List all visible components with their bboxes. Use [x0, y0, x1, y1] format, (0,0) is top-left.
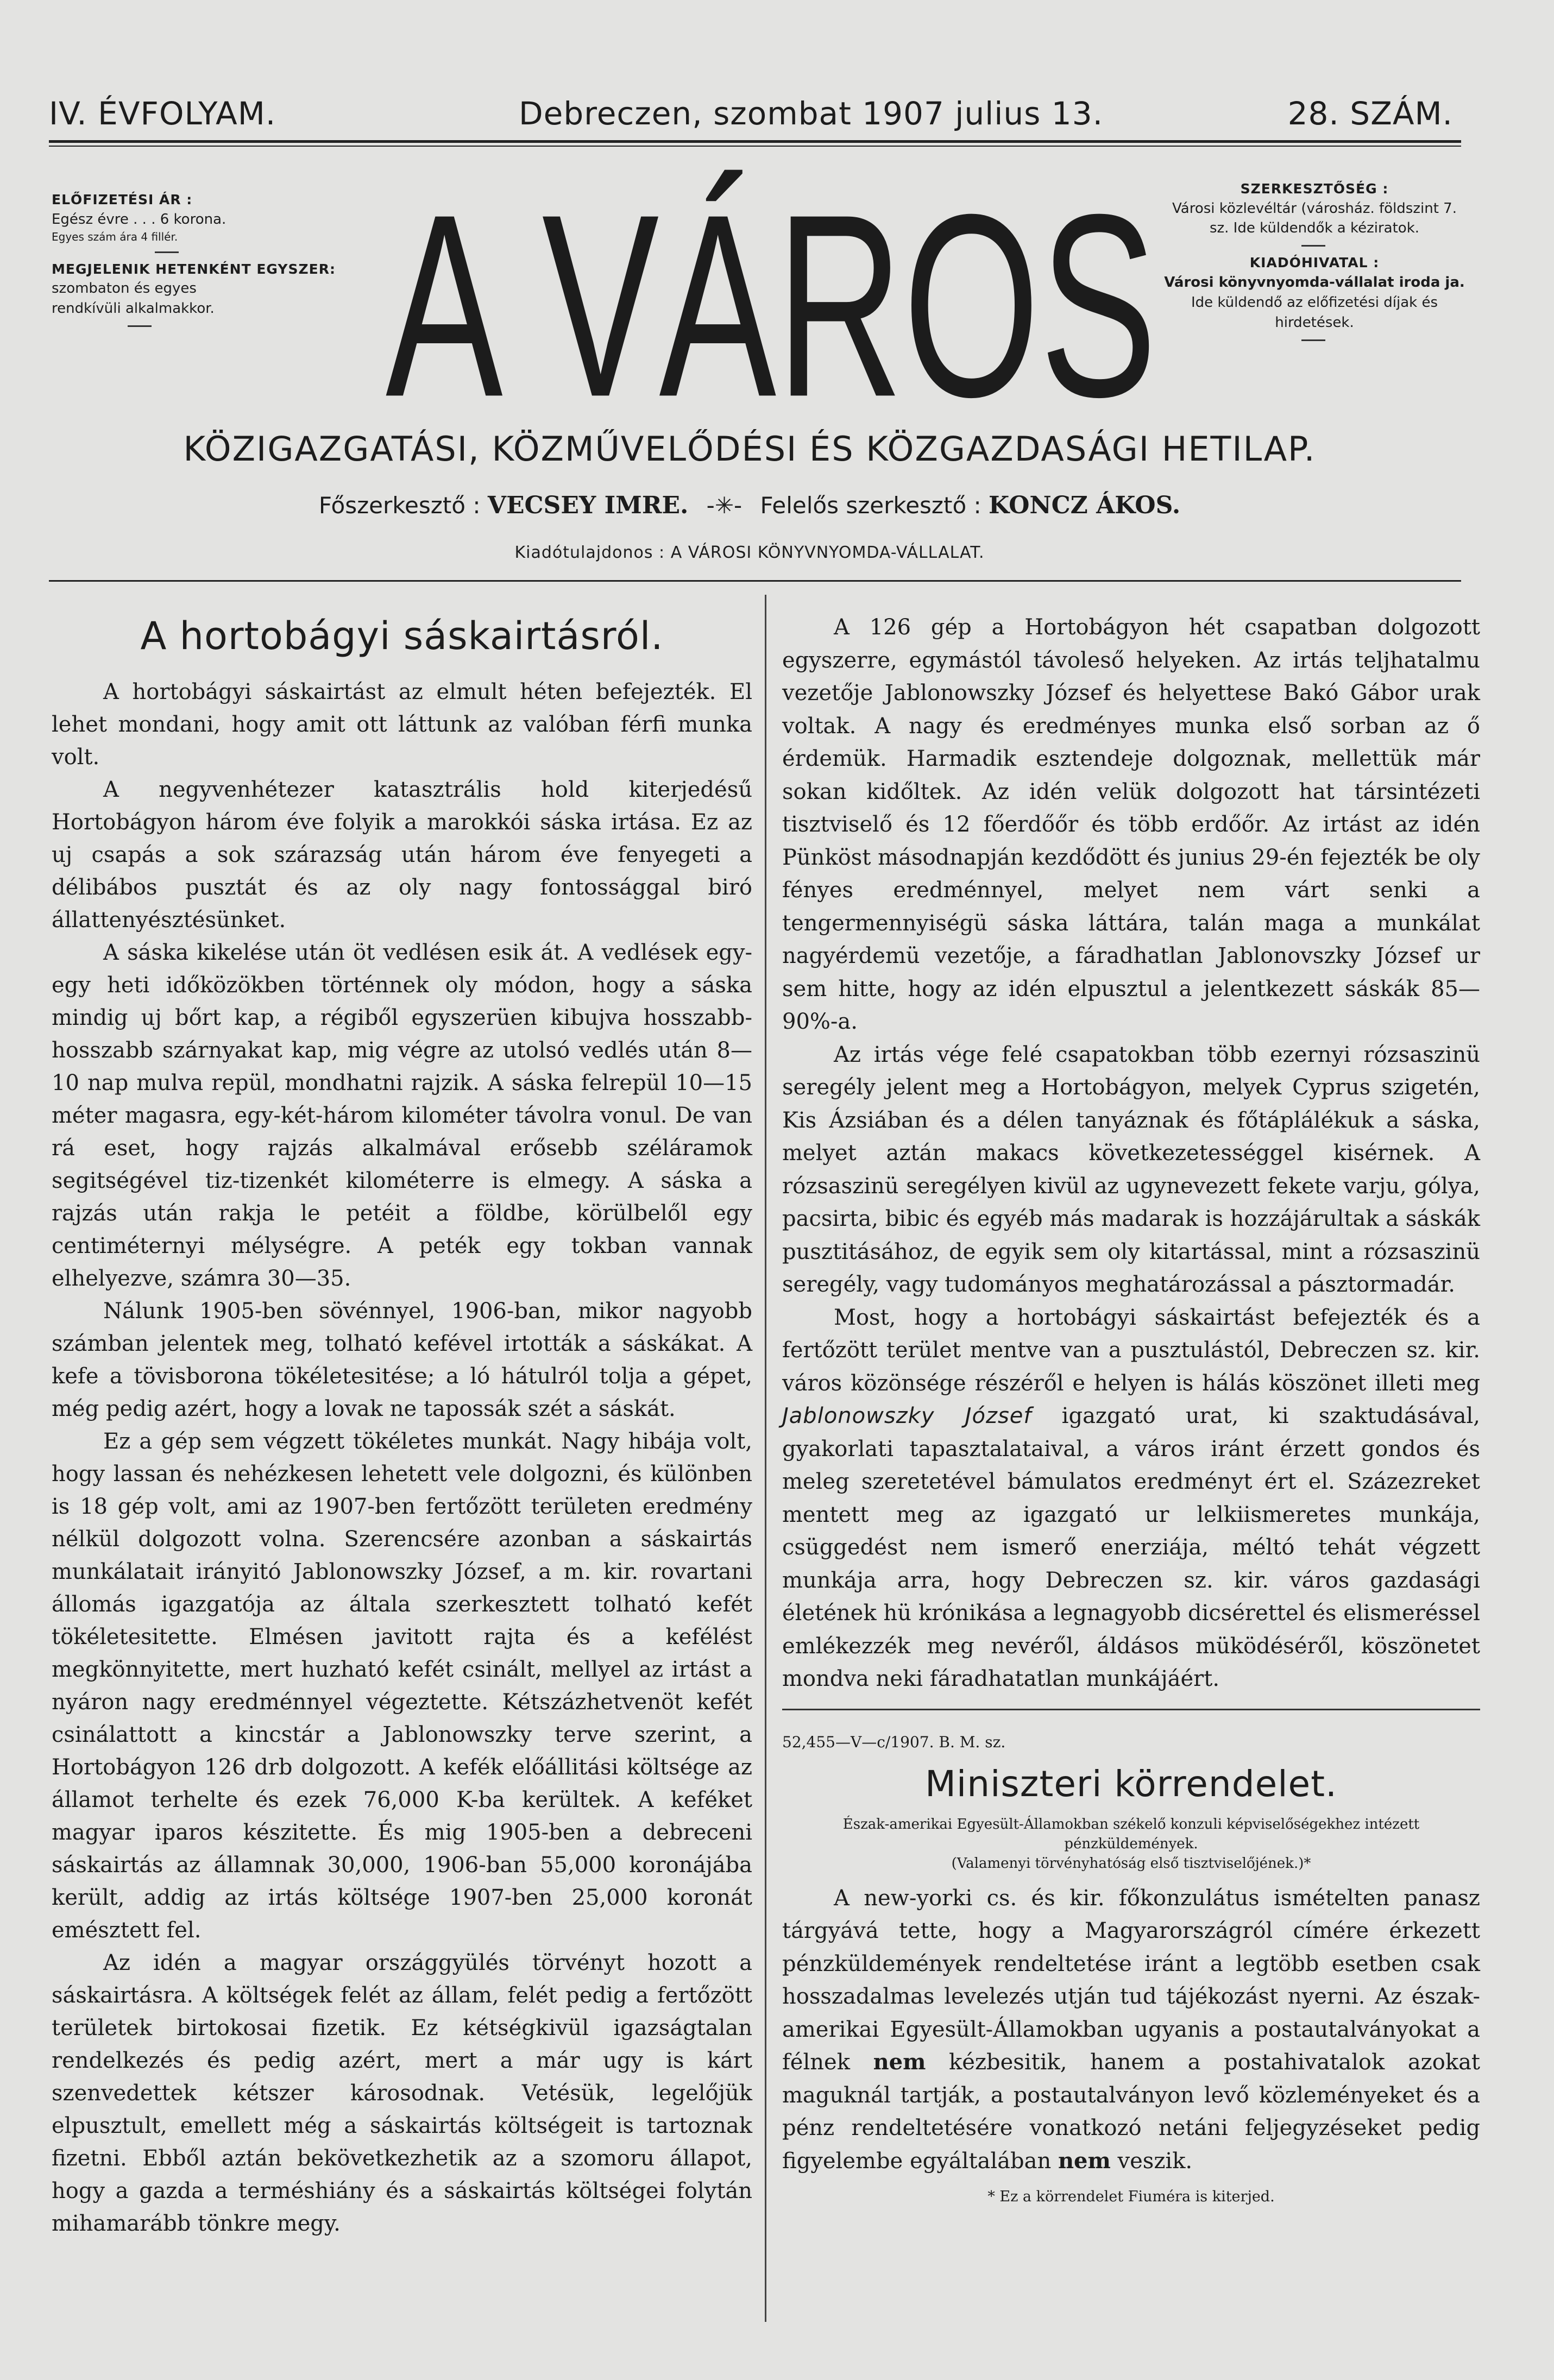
decree-addressee: (Valamenyi törvényhatóság első tisztviselőjének.)*: [951, 1855, 1311, 1872]
editorial-heading: SZERKESZTŐSÉG :: [1240, 181, 1389, 197]
subscription-year: Egész évre . . . 6 korona.: [52, 211, 227, 228]
masthead-rule: [49, 580, 1461, 582]
decree-paragraph: [782, 1882, 1480, 2178]
subscription-single: Egyes szám ára 4 fillér.: [52, 230, 178, 244]
subscription-info: [52, 190, 378, 333]
article-paragraph: Ez a gép sem végzett tökéletes munkát. Nagy hibája volt, hogy lassan és nehézkesen lehetett vele dolgozni, és különben is 18 gép volt, ami az 1907-ben fertőzött területen eredmény nélkül dolgozott volna. Szerencsére azonban a sáskairtás munkálatait irányitó Jablonowszky József, a m. kir. rovartani állomás igazgatója az általa szerkesztett tolható kefét tökéletesitette. Elmésen javitott rajta és a kefélést megkönnyitette, mert huzható kefét csinált, mellyel az irtást a nyáron nagy eredménnyel végeztette. Kétszázhetvenöt kefét csinálattott a kincstár a Jablonowszky terve szerint, a Hortobágyon 126 drb dolgozott. A kefék előállitási költsége az államot terhelte és ezek 76,000 K-ba kerültek. A keféket magyar iparos készitette. És mig 1905-ben a debreceni sáskairtás az államnak 30,000, 1906-ban 55,000 koronájába került, addig az irtás költsége 1907-ben 25,000 koronát emésztett fel.: [52, 1429, 752, 1943]
divider: [155, 251, 179, 253]
article-paragraph: A sáska kikelése után öt vedlésen esik át. A vedlések egy-egy heti időközökben történnek oly módon, hogy a sáska mindig uj bőrt kap, a régiből egyszerüen kibujva hosszabb-hosszabb szárnyakat kap, mig végre az utolsó vedlés után 8—10 nap mulva repül, mondhatni rajzik. A sáska felrepül 10—15 méter magasra, egy-két-három kilométer távolra vonul. De van rá eset, hogy rajzás alkalmával erősebb széláramok segitségével tiz-tizenkét kilométerre is elmegy. A sáska a rajzás után rakja le petéit a földbe, körülbelől egy centiméternyi mélységre. A peték egy tokban vannak elhelyezve, számra 30—35.: [52, 940, 752, 1291]
top-rule-2: [49, 146, 1461, 147]
publisher-label: Kiadótulajdonos :: [514, 543, 665, 562]
divider: [1301, 245, 1325, 247]
publishing-heading: KIADÓHIVATAL :: [1249, 255, 1380, 271]
left-column: [52, 592, 752, 2240]
article-continuation: [782, 611, 1480, 1696]
publishing-text: Ide küldendő az előfizetési díjak és hirdetések.: [1191, 294, 1438, 331]
editorial-text: Városi közlevéltár (városház. földszint 7. sz. Ide küldendők a kéziratok.: [1172, 200, 1457, 237]
publishing-text-bold: Városi könyvnyomda-vállalat iroda ja.: [1164, 274, 1465, 291]
decree-text-a: A new-yorki cs. és kir. főkonzulátus ismételten panasz tárgyává tette, hogy a Magyarországról címére érkezett pénzküldemények rendeltetése iránt a legtöbb esetben csak hosszadalmas levelezés utján tud tájékozást nyerni. Az észak-amerikai Egyesült-Államokban ugyanis a postautalványokat a félnek: [782, 1885, 1480, 2075]
star-separator: -✳-: [706, 492, 743, 519]
issue-number: 28. SZÁM.: [1287, 95, 1453, 132]
decree-nem-1: nem: [873, 2049, 926, 2075]
masthead-title-text: A VÁROS: [386, 163, 1157, 418]
article-paragraph: Az irtás vége felé csapatokban több ezernyi rózsaszinü seregély jelent meg a Hortobágyon, melyek Cyprus szigetén, Kis Ázsiában és a délen tanyáznak és főtáplálékuk a sáska, melyet aztán makacs következetességgel kisérnek. A rózsaszinü seregélyen kivül az ugynevezett fekete varju, gólya, pacsirta, bibic és egyéb más madarak is hozzájárultak a sáskák pusztitásához, de egyik sem oly kitartással, mint a rózsaszinü seregély, vagy tudományos meghatározással a pásztormadár.: [782, 1042, 1480, 1297]
chief-editor-name: VECSEY IMRE.: [487, 492, 689, 519]
responsible-editor-name: KONCZ ÁKOS.: [989, 492, 1181, 519]
article-paragraph: Nálunk 1905-ben sövénnyel, 1906-ban, mikor nagyobb számban jelentek meg, tolható kefével irtották a sáskákat. A kefe a tövisborona tökéletesitése; a ló hátulról tolja a gépet, még pedig azért, hogy a lovak ne tapossák szét a sáskát.: [52, 1299, 752, 1421]
article-paragraph-thanks: [782, 1301, 1480, 1696]
thanks-rest: igazgató urat, ki szaktudásával, gyakorlati tapasztalataival, a város iránt érzett gondos és meleg szeretetével bámulatos eredményt ért el. Százezreket mentett meg az igazgató ur lelkiismeretes munkája, csüggedést nem ismerő enerziája, méltó tehát végzett munkája arra, hogy Debreczen sz. kir. város gazdasági életének hü krónikása a legnagyobb dicsérettel és elismeréssel emlékezzék meg nevéről, áldásos müködéséről, köszönetet mondva neki fáradhatatlan munkájáért.: [782, 1403, 1480, 1691]
volume-label: IV. ÉVFOLYAM.: [49, 95, 276, 132]
decree-title: Miniszteri körrendelet.: [924, 1762, 1338, 1805]
frequency-heading: MEGJELENIK HETENKÉNT EGYSZER:: [52, 261, 336, 277]
office-info: [1162, 179, 1467, 348]
right-column: [782, 592, 1480, 2205]
decree-subtitle: Észak-amerikai Egyesült-Államokban székelő konzuli képviselőségekhez intézett pénzküldemények.: [842, 1816, 1420, 1852]
frequency-text: szombaton és egyes rendkívüli alkalmakkor.: [52, 280, 215, 317]
article-title: A hortobágyi sáskairtásról.: [140, 614, 664, 658]
divider: [1301, 339, 1325, 341]
decree-body: [782, 1882, 1480, 2178]
issue-date: Debreczen, szombat 1907 julius 13.: [519, 95, 1104, 132]
column-divider: [765, 595, 766, 2322]
thanks-intro: Most, hogy a hortobágyi sáskairtást befejezték és a fertőzött terület mentve van a pusztulástól, Debreczen sz. kir. város közönsége részéről e helyen is hálás köszönet illeti meg: [782, 1305, 1480, 1396]
article-body: [52, 676, 752, 2240]
publisher-name: A VÁROSI KÖNYVNYOMDA-VÁLLALAT.: [670, 543, 985, 562]
top-rule-1: [49, 140, 1461, 143]
masthead-title: [380, 163, 1162, 418]
article-paragraph: A hortobágyi sáskairtást az elmult héten befejezték. El lehet mondani, hogy amit ott láttunk az valóban férfi munka volt.: [52, 679, 752, 770]
decree-text-c: veszik.: [1117, 2148, 1193, 2174]
editors-line: [54, 492, 1445, 519]
decree-reference: 52,455—V—c/1907. B. M. sz.: [782, 1733, 1006, 1751]
decree-nem-2: nem: [1058, 2148, 1111, 2174]
article-paragraph: Az idén a magyar országgyülés törvényt hozott a sáskairtásra. A költségek felét az állam, felét pedig a fertőzött területek birtokosai fizetik. Ez kétségkivül igazságtalan rendelkezés és pedig azért, mert a már ugy is kárt szenvedettek kétszer károsodnak. Vetésük, legelőjük elpusztult, emellett még a sáskairtás költségeit is tartoznak fizetni. Ebből aztán bekövetkezhetik az a szomoru állapot, hogy a gazda a terméshiány és a sáskairtás költségei folytán mihamarább tönkre megy.: [52, 1950, 752, 2236]
dateline-bar: [41, 95, 1453, 138]
subscription-heading: ELŐFIZETÉSI ÁR :: [52, 192, 193, 207]
footnote: * Ez a körrendelet Fiuméra is kiterjed.: [987, 2188, 1275, 2205]
thanks-name: Jablonowszky József: [782, 1403, 1032, 1428]
decree-text-b: kézbesitik, hanem a postahivatalok azokat maguknál tartják, a postautalványon levő közleményeket és a pénz rendeltetésére vonatkozó netáni feljegyzéseket pedig figyelembe egyáltalában: [782, 2050, 1481, 2174]
article-paragraph: A negyvenhétezer katasztrális hold kiterjedésű Hortobágyon három éve folyik a marokkói sáska irtása. Ez az uj csapás a sok szárazság után három éve fenyegeti a délibábos pusztát és az oly nagy fontossággal biró állattenyésztésünket.: [52, 777, 752, 933]
publisher-line: [54, 543, 1445, 562]
divider: [128, 325, 152, 327]
section-divider: [782, 1709, 1480, 1710]
paper-subtitle: KÖZIGAZGATÁSI, KÖZMŰVELŐDÉSI ÉS KÖZGAZDASÁGI HETILAP.: [183, 429, 1316, 469]
article-paragraph: A 126 gép a Hortobágyon hét csapatban dolgozott egyszerre, egymástól távoleső helyeken. Az irtás teljhatalmu vezetője Jablonowszky József és helyettese Bakó Gábor urak voltak. A nagy és eredményes munka első sorban az ő érdemük. Harmadik esztendeje dolgoznak, mellettük már sokan kidőltek. Az idén velük dolgozott hat társintézeti tisztviselő és 12 főerdőőr és több erdőőr. Az irtást az idén Pünköst másodnapján kezdődött és junius 29-én fejezték be oly fényes eredménnyel, melyet nem várt senki a tengermennyiségü sáska láttára, talán maga a munkálat nagyérdemü vezetője, a fáradhatlan Jablonovszky József ur sem hitte, hogy az idén elpusztul a jelentkezett sáskák 85—90%-a.: [782, 615, 1480, 1034]
chief-editor-label: Főszerkesztő :: [318, 492, 481, 519]
responsible-editor-label: Felelős szerkesztő :: [760, 492, 982, 519]
